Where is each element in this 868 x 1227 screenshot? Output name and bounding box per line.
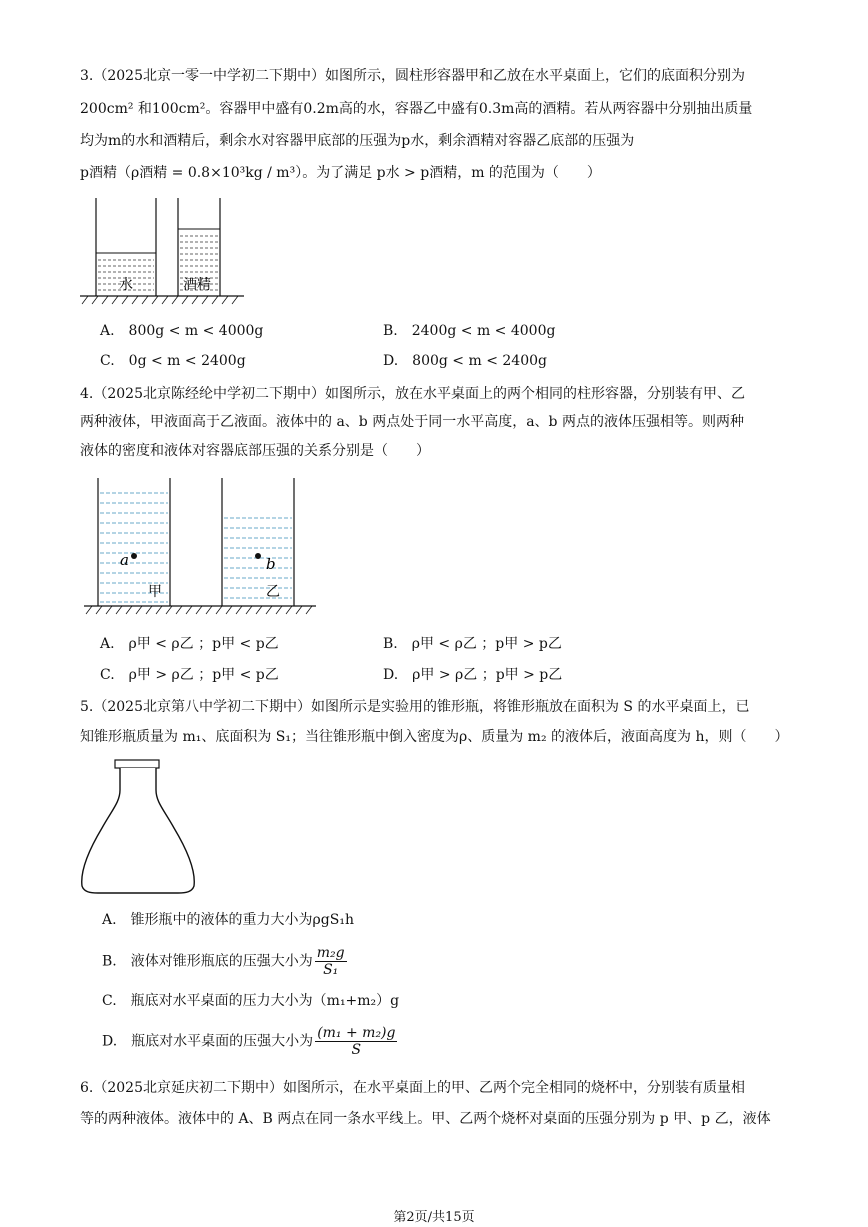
q6-line-2: 等的两种液体。液体中的 A、B 两点在同一条水平线上。甲、乙两个烧杯对桌面的压强分别为 p 甲、p 乙，液体	[80, 1111, 771, 1127]
q5-option-b-numerator: m₂g	[316, 945, 345, 961]
q4-label-yi: 乙	[266, 584, 280, 600]
q4-option-c[interactable]: C. ρ甲 > ρ乙 ；p甲 < p乙	[100, 667, 279, 683]
q3-label-water: 水	[119, 277, 133, 293]
q5-option-b-denominator: S₁	[323, 962, 339, 978]
q5-option-d-denominator: S	[351, 1042, 362, 1058]
q5-option-d-numerator: (m₁ + m₂)g	[317, 1025, 396, 1041]
q4-option-b[interactable]: B. ρ甲 < ρ乙 ；p甲 > p乙	[383, 636, 562, 652]
q5-option-b[interactable]	[102, 945, 347, 978]
q4-option-d[interactable]: D. ρ甲 > ρ乙 ；p甲 > p乙	[383, 667, 563, 683]
q5-line-2: 知锥形瓶质量为 m₁、底面积为 S₁；当往锥形瓶中倒入密度为ρ、质量为 m₂ 的液体后，液面高度为 h，则（ ）	[80, 729, 789, 745]
q3-containers-figure	[72, 196, 252, 312]
q5-option-d-text: D. 瓶底对水平桌面的压强大小为	[102, 1033, 314, 1050]
q5-option-a[interactable]: A. 锥形瓶中的液体的重力大小为ρgS₁h	[102, 912, 354, 928]
page-footer: 第2页/共15页	[393, 1210, 475, 1225]
q3-option-a[interactable]: A. 800g < m < 4000g	[100, 323, 264, 339]
q5-option-d[interactable]	[102, 1025, 397, 1058]
q4-line-3: 液体的密度和液体对容器底部压强的关系分别是（ ）	[80, 443, 430, 459]
q3-line-4: p酒精（ρ酒精 = 0.8×10³kg / m³）。为了满足 p水 > p酒精，m 的范围为（ ）	[80, 165, 601, 181]
q6-line-1: 6.（2025北京延庆初二下期中）如图所示，在水平桌面上的甲、乙两个完全相同的烧杯中，分别装有质量相	[80, 1080, 745, 1096]
q5-option-b-fraction	[315, 945, 347, 978]
q4-line-1: 4.（2025北京陈经纶中学初二下期中）如图所示，放在水平桌面上的两个相同的柱形容器，分别装有甲、乙	[80, 386, 745, 402]
q4-label-jia: 甲	[148, 584, 162, 600]
q3-line-1: 3.（2025北京一零一中学初二下期中）如图所示，圆柱形容器甲和乙放在水平桌面上，它们的底面积分别为	[80, 68, 745, 84]
q3-line-3: 均为m的水和酒精后，剩余水对容器甲底部的压强为p水，剩余酒精对容器乙底部的压强为	[80, 133, 635, 149]
q3-option-c[interactable]: C. 0g < m < 2400g	[100, 353, 246, 369]
q4-point-a-label: a	[120, 551, 129, 569]
q5-conical-flask-figure	[78, 758, 218, 898]
q3-line-2: 200cm² 和100cm²。容器甲中盛有0.2m高的水，容器乙中盛有0.3m高的酒精。若从两容器中分别抽出质量	[80, 101, 753, 117]
q4-point-b-label: b	[266, 555, 276, 573]
q3-label-alcohol: 酒精	[183, 277, 211, 293]
q5-line-1: 5.（2025北京第八中学初二下期中）如图所示是实验用的锥形瓶，将锥形瓶放在面积为 S 的水平桌面上，已	[80, 699, 750, 715]
q4-containers-figure	[80, 476, 320, 622]
q5-option-d-fraction	[315, 1025, 397, 1058]
q5-option-c[interactable]: C. 瓶底对水平桌面的压力大小为（m₁+m₂）g	[102, 993, 400, 1009]
q4-option-a[interactable]: A. ρ甲 < ρ乙 ；p甲 < p乙	[100, 636, 279, 652]
q5-option-b-text: B. 液体对锥形瓶底的压强大小为	[102, 953, 313, 970]
q3-option-b[interactable]: B. 2400g < m < 4000g	[383, 323, 556, 339]
q3-option-d[interactable]: D. 800g < m < 2400g	[383, 353, 547, 369]
q4-line-2: 两种液体，甲液面高于乙液面。液体中的 a、b 两点处于同一水平高度，a、b 两点的液体压强相等。则两种	[80, 414, 744, 430]
